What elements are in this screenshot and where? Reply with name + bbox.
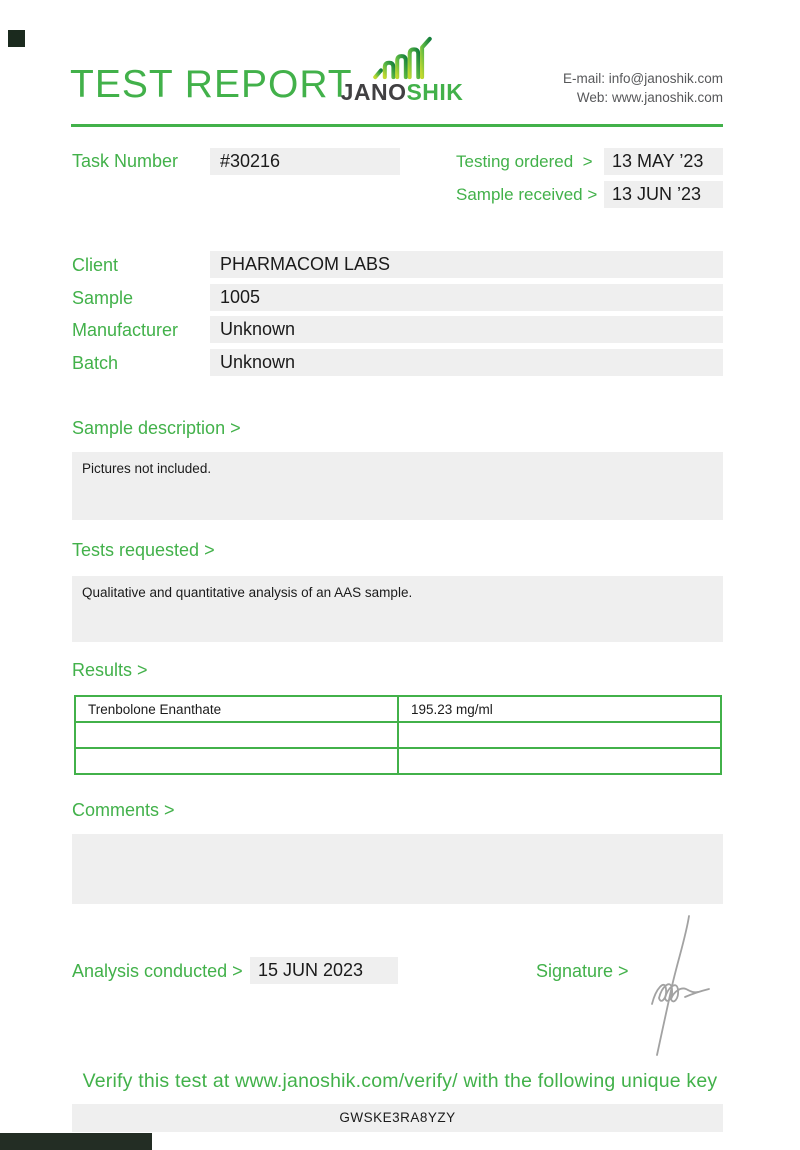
manufacturer-value: Unknown <box>210 316 723 343</box>
comments-heading: Comments > <box>72 800 175 820</box>
scan-mark-bottom-left <box>0 1133 152 1150</box>
task-number-label: Task Number <box>72 151 179 171</box>
comments-box <box>72 834 723 904</box>
task-number-value: #30216 <box>210 148 400 175</box>
sample-description-box: Pictures not included. <box>72 452 723 520</box>
result-row <box>75 722 721 748</box>
logo-wordmark-dark: JANO <box>340 79 407 105</box>
testing-ordered-value: 13 MAY ’23 <box>604 148 723 175</box>
tests-requested-box: Qualitative and quantitative analysis of an AAS sample. <box>72 576 723 642</box>
sample-value: 1005 <box>210 284 723 311</box>
client-value: PHARMACOM LABS <box>210 251 723 278</box>
unique-key-value: GWSKE3RA8YZY <box>72 1104 723 1132</box>
email-address: info@janoshik.com <box>608 71 723 86</box>
result-substance-cell <box>75 722 398 748</box>
page-title: TEST REPORT <box>70 63 353 106</box>
batch-value: Unknown <box>210 349 723 376</box>
logo-wordmark <box>336 80 468 104</box>
web-address: www.janoshik.com <box>611 90 723 105</box>
sample-label: Sample <box>72 288 134 308</box>
manufacturer-label: Manufacturer <box>72 320 179 340</box>
results-heading: Results > <box>72 660 148 680</box>
sample-description-heading: Sample description > <box>72 418 241 438</box>
results-table <box>74 695 722 775</box>
result-value-cell: 195.23 mg/ml <box>398 696 721 722</box>
scan-mark-top-left <box>8 30 25 47</box>
email-label: E-mail: <box>562 71 605 86</box>
signature-label: Signature > <box>536 961 629 981</box>
header-divider <box>71 124 723 127</box>
testing-ordered-label: Testing ordered > <box>456 152 593 171</box>
contact-web-line <box>563 88 723 107</box>
contact-email-line <box>563 69 723 88</box>
batch-label: Batch <box>72 353 119 373</box>
result-substance-cell <box>75 748 398 774</box>
verify-instruction: Verify this test at www.janoshik.com/verify/ with the following unique key <box>82 1070 718 1092</box>
logo-wordmark-green: SHIK <box>406 79 464 105</box>
signature-scribble <box>628 908 720 1060</box>
result-row <box>75 748 721 774</box>
tests-requested-heading: Tests requested > <box>72 540 215 560</box>
web-label: Web: <box>576 90 609 105</box>
growth-chart-icon <box>371 36 433 80</box>
result-row <box>75 696 721 722</box>
result-substance-cell: Trenbolone Enanthate <box>75 696 398 722</box>
analysis-conducted-label: Analysis conducted > <box>72 961 243 981</box>
result-value-cell <box>398 722 721 748</box>
sample-received-value: 13 JUN ’23 <box>604 181 723 208</box>
contact-info <box>563 69 723 107</box>
client-label: Client <box>72 255 119 275</box>
result-value-cell <box>398 748 721 774</box>
logo <box>336 36 468 104</box>
analysis-conducted-value: 15 JUN 2023 <box>250 957 398 984</box>
sample-received-label: Sample received > <box>456 185 598 204</box>
